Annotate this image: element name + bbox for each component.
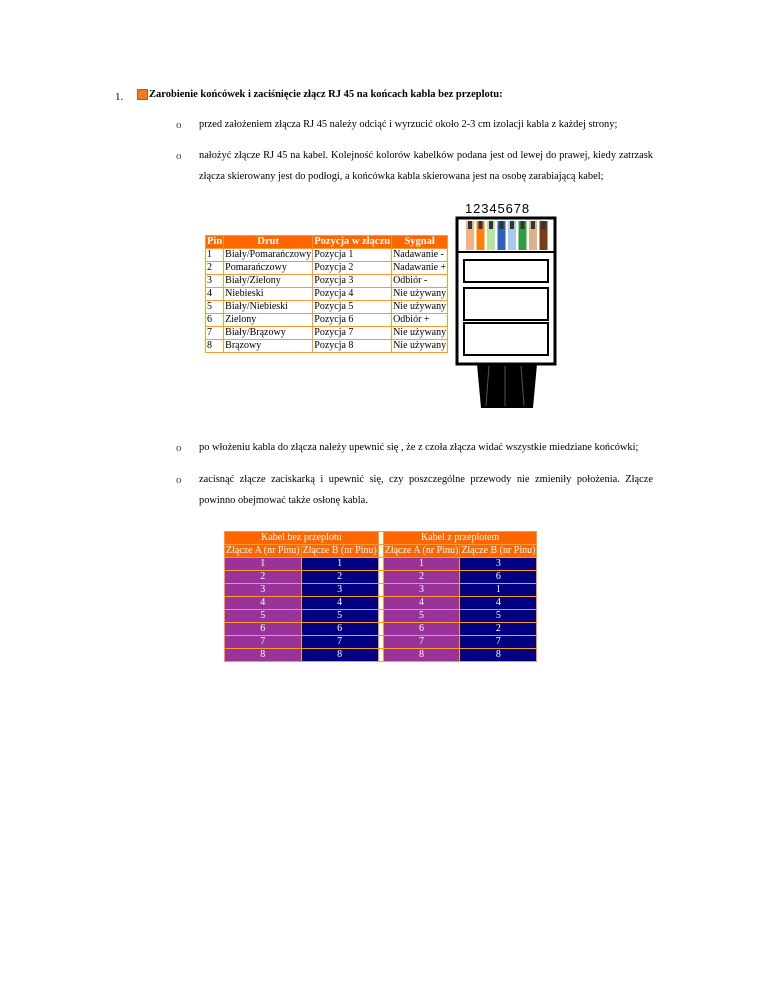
crossover-b-cell: 4 bbox=[460, 597, 536, 609]
pin-cell: 6 bbox=[206, 314, 223, 326]
pin-cell: 8 bbox=[206, 340, 223, 352]
list-number: 1. bbox=[115, 91, 124, 103]
crossover-b-cell: 5 bbox=[460, 610, 536, 622]
table-spacer bbox=[379, 545, 383, 557]
straight-b-cell: 7 bbox=[302, 636, 378, 648]
pin-header: Pin bbox=[207, 236, 223, 247]
wire-cell: Biały/Niebieski bbox=[224, 301, 312, 313]
table-spacer bbox=[379, 597, 383, 609]
section-title: Zarobienie końcówek i zaciśnięcie złącz RJ 45 na końcach kabla bez przeplotu: bbox=[149, 89, 503, 100]
table-row bbox=[225, 571, 536, 583]
straight-b-header: Złącze B (nr Pinu) bbox=[302, 545, 377, 556]
signal-cell: Nadawanie + bbox=[393, 262, 447, 273]
table-spacer bbox=[379, 610, 383, 622]
straight-b-cell: 6 bbox=[302, 623, 378, 635]
table-row bbox=[206, 301, 447, 313]
straight-a-header: Złącze A (nr Pinu) bbox=[226, 545, 300, 556]
position-header: Pozycja w złączu bbox=[314, 236, 391, 247]
crossover-a-header: Złącze A (nr Pinu) bbox=[384, 545, 459, 556]
straight-b-cell: 5 bbox=[302, 610, 378, 622]
signal-cell: Odbiór - bbox=[392, 275, 447, 287]
straight-a-cell: 7 bbox=[225, 636, 301, 648]
connector-window-top bbox=[464, 260, 548, 282]
wire-header: Drut bbox=[224, 236, 312, 248]
step-4-text: zacisnąć złącze zaciskarką i upewnić się, czy poszczególne przewody nie zmieniły położenia. Złącze powinno obejmować także osłonę kabla. bbox=[199, 474, 653, 506]
table-spacer bbox=[379, 623, 383, 635]
bullet-circle-icon: o bbox=[176, 474, 182, 486]
signal-cell: Nie używany bbox=[393, 288, 447, 299]
connector-contact bbox=[468, 221, 472, 229]
table-row bbox=[206, 262, 447, 274]
signal-cell: Odbiór + bbox=[392, 314, 447, 326]
cable-group-header bbox=[225, 532, 536, 544]
wire-cell: Biały/Zielony bbox=[224, 275, 312, 287]
straight-a-cell: 3 bbox=[225, 584, 301, 596]
straight-a-cell: 1 bbox=[225, 558, 301, 570]
bullet-circle-icon: o bbox=[176, 119, 182, 131]
table-row bbox=[206, 288, 447, 300]
bullet-circle-icon: o bbox=[176, 442, 182, 454]
crossover-a-cell: 6 bbox=[384, 623, 460, 635]
table-row bbox=[206, 327, 447, 339]
pin-cell: 3 bbox=[206, 275, 223, 287]
crossover-a-cell: 4 bbox=[384, 597, 460, 609]
crossover-b-header: Złącze B (nr Pinu) bbox=[461, 545, 536, 556]
cable-pinout-table bbox=[224, 531, 537, 662]
crossover-b-cell: 3 bbox=[460, 558, 536, 570]
table-row bbox=[225, 584, 536, 596]
table-spacer bbox=[379, 636, 383, 648]
pin-cell: 5 bbox=[206, 301, 223, 313]
step-1-text: przed założeniem złącza RJ 45 należy odciąć i wyrzucić około 2-3 cm izolacji kabla z każdej strony; bbox=[199, 119, 618, 130]
rj45-connector-diagram bbox=[455, 200, 565, 412]
wire-cell: Niebieski bbox=[224, 288, 312, 300]
straight-a-cell: 8 bbox=[225, 649, 301, 661]
straight-cable-header: Kabel bez przeplotu bbox=[225, 532, 378, 544]
position-cell: Pozycja 4 bbox=[313, 288, 391, 300]
crossover-b-cell: 7 bbox=[460, 636, 536, 648]
connector-pin-numbers: 12345678 bbox=[465, 201, 531, 216]
crossover-a-cell: 8 bbox=[384, 649, 460, 661]
table-row bbox=[206, 249, 447, 261]
signal-cell: Nadawanie - bbox=[392, 249, 447, 261]
position-cell: Pozycja 2 bbox=[313, 262, 391, 274]
wire-cell: Brązowy bbox=[224, 340, 312, 352]
crossover-a-cell: 7 bbox=[384, 636, 460, 648]
crossover-a-cell: 5 bbox=[384, 610, 460, 622]
signal-cell: Nie używany bbox=[393, 327, 447, 338]
connector-contact bbox=[500, 221, 504, 229]
position-cell: Pozycja 1 bbox=[313, 249, 391, 261]
crossover-b-cell: 2 bbox=[460, 623, 536, 635]
position-cell: Pozycja 6 bbox=[313, 314, 391, 326]
position-cell: Pozycja 8 bbox=[313, 340, 391, 352]
table-row bbox=[225, 649, 536, 661]
table-row bbox=[206, 314, 447, 326]
connector-window-bottom bbox=[464, 323, 548, 355]
pin-cell: 1 bbox=[206, 249, 223, 261]
straight-a-cell: 4 bbox=[225, 597, 301, 609]
wire-cell: Zielony bbox=[224, 314, 312, 326]
straight-b-cell: 8 bbox=[302, 649, 378, 661]
connector-contact bbox=[542, 221, 546, 229]
table-spacer bbox=[379, 649, 383, 661]
table-row bbox=[225, 558, 536, 570]
table-row bbox=[206, 340, 447, 352]
table-spacer bbox=[379, 584, 383, 596]
wire-cell: Biały/Pomarańczowy bbox=[225, 249, 312, 260]
crossover-a-cell: 2 bbox=[384, 571, 460, 583]
straight-a-cell: 2 bbox=[225, 571, 301, 583]
pin-table bbox=[205, 235, 448, 353]
connector-contact bbox=[521, 221, 525, 229]
straight-b-cell: 2 bbox=[302, 571, 378, 583]
straight-b-cell: 4 bbox=[302, 597, 378, 609]
bullet-circle-icon: o bbox=[176, 150, 182, 162]
connector-contact bbox=[489, 221, 493, 229]
crossover-a-cell: 3 bbox=[384, 584, 460, 596]
position-cell: Pozycja 7 bbox=[313, 327, 391, 339]
connector-contact bbox=[510, 221, 514, 229]
straight-b-cell: 3 bbox=[302, 584, 378, 596]
connector-window-middle bbox=[464, 288, 548, 320]
crossover-b-cell: 1 bbox=[460, 584, 536, 596]
straight-b-cell: 1 bbox=[302, 558, 378, 570]
straight-a-cell: 6 bbox=[225, 623, 301, 635]
crossover-a-cell: 1 bbox=[384, 558, 460, 570]
table-row bbox=[225, 623, 536, 635]
pin-cell: 4 bbox=[206, 288, 223, 300]
signal-cell: Nie używany bbox=[393, 340, 447, 351]
table-row bbox=[206, 275, 447, 287]
wire-cell: Biały/Brązowy bbox=[224, 327, 312, 339]
table-spacer bbox=[379, 532, 383, 544]
pin-table-header bbox=[206, 236, 447, 248]
straight-a-cell: 5 bbox=[225, 610, 301, 622]
wire-cell: Pomarańczowy bbox=[224, 262, 312, 274]
crossover-b-cell: 6 bbox=[460, 571, 536, 583]
crossover-cable-header: Kabel z przeplotem bbox=[384, 532, 537, 544]
cable-sub-header bbox=[225, 545, 536, 557]
table-row bbox=[225, 636, 536, 648]
table-row bbox=[225, 610, 536, 622]
table-row bbox=[225, 597, 536, 609]
connector-contact bbox=[479, 221, 483, 229]
connector-contact bbox=[531, 221, 535, 229]
position-cell: Pozycja 3 bbox=[313, 275, 391, 287]
pin-cell: 7 bbox=[206, 327, 223, 339]
crossover-b-cell: 8 bbox=[460, 649, 536, 661]
signal-cell: Nie używany bbox=[393, 301, 447, 312]
orange-square-icon bbox=[137, 89, 148, 100]
position-cell: Pozycja 5 bbox=[313, 301, 391, 313]
signal-header: Sygnał bbox=[392, 236, 447, 248]
table-spacer bbox=[379, 571, 383, 583]
table-spacer bbox=[379, 558, 383, 570]
step-3-text: po włożeniu kabla do złącza należy upewnić się , że z czoła złącza widać wszystkie miedziane końcówki; bbox=[199, 442, 639, 453]
section-heading bbox=[137, 89, 503, 100]
step-2-text: nałożyć złącze RJ 45 na kabel. Kolejność kolorów kabelków podana jest od lewej do prawej, kiedy zatrzask złącza skierowany jest do podłogi, a końcówka kabla skierowana jest na osobę zarabiającą kabel; bbox=[199, 150, 653, 182]
pin-cell: 2 bbox=[206, 262, 223, 274]
